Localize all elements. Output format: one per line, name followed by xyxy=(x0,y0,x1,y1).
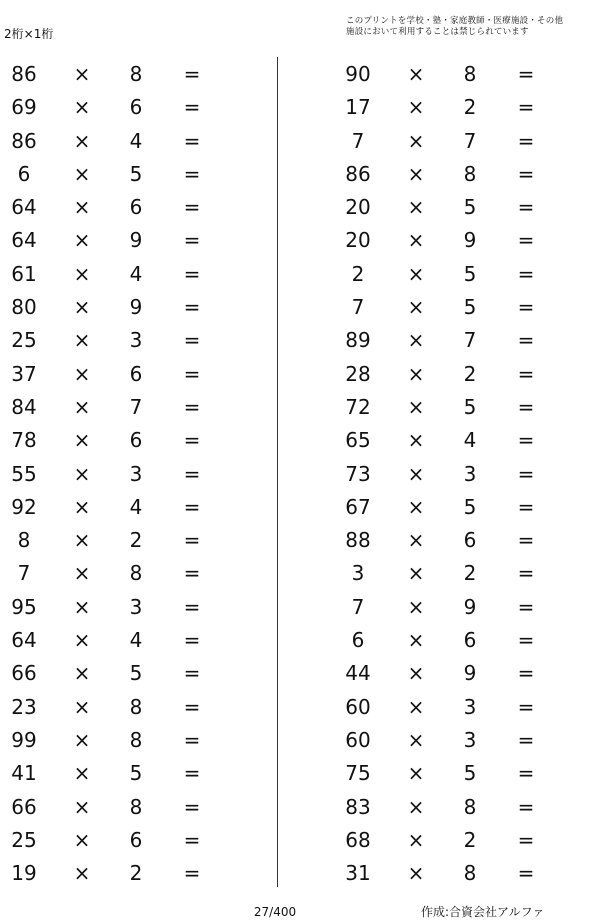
times-sign: × xyxy=(407,794,425,819)
multiplier: 2 xyxy=(463,827,477,852)
times-sign: × xyxy=(407,461,425,486)
multiplicand: 78 xyxy=(11,428,37,453)
equals-sign: = xyxy=(183,62,201,86)
problem-row xyxy=(0,424,260,457)
times-sign: × xyxy=(407,394,425,419)
times-sign: × xyxy=(73,128,91,153)
problem-row xyxy=(334,291,594,324)
times-sign: × xyxy=(407,95,425,120)
equals-sign: = xyxy=(183,794,201,819)
multiplicand: 3 xyxy=(351,561,365,586)
equals-sign: = xyxy=(183,528,201,553)
multiplicand: 44 xyxy=(345,661,371,686)
multiplier: 2 xyxy=(463,561,477,586)
multiplicand: 17 xyxy=(345,95,371,120)
multiplicand: 66 xyxy=(11,661,37,686)
multiplicand: 66 xyxy=(11,794,37,819)
multiplicand: 92 xyxy=(11,494,37,519)
equals-sign: = xyxy=(183,228,201,253)
multiplier: 6 xyxy=(129,361,143,386)
equals-sign: = xyxy=(517,561,535,586)
multiplicand: 55 xyxy=(11,461,37,486)
problem-row xyxy=(0,125,260,158)
problem-row xyxy=(0,458,260,491)
multiplicand: 65 xyxy=(345,428,371,453)
problem-row xyxy=(334,391,594,424)
times-sign: × xyxy=(73,694,91,719)
equals-sign: = xyxy=(517,528,535,553)
multiplicand: 25 xyxy=(11,328,37,353)
equals-sign: = xyxy=(183,95,201,120)
multiplier: 2 xyxy=(463,95,477,120)
problem-row xyxy=(334,557,594,590)
times-sign: × xyxy=(73,361,91,386)
equals-sign: = xyxy=(517,328,535,353)
times-sign: × xyxy=(73,594,91,619)
problem-row xyxy=(0,291,260,324)
problem-row xyxy=(0,324,260,357)
multiplier: 6 xyxy=(463,628,477,653)
problem-row xyxy=(334,691,594,724)
multiplier: 4 xyxy=(129,128,143,153)
times-sign: × xyxy=(407,228,425,253)
problem-row xyxy=(334,58,594,91)
times-sign: × xyxy=(407,761,425,786)
problem-row xyxy=(0,191,260,224)
equals-sign: = xyxy=(517,594,535,619)
problem-row xyxy=(0,624,260,657)
times-sign: × xyxy=(73,494,91,519)
equals-sign: = xyxy=(517,727,535,752)
multiplicand: 86 xyxy=(345,161,371,186)
equals-sign: = xyxy=(183,761,201,786)
times-sign: × xyxy=(407,727,425,752)
equals-sign: = xyxy=(517,761,535,786)
multiplier: 9 xyxy=(463,661,477,686)
equals-sign: = xyxy=(517,95,535,120)
multiplier: 9 xyxy=(463,594,477,619)
times-sign: × xyxy=(73,428,91,453)
times-sign: × xyxy=(407,628,425,653)
problem-row xyxy=(334,424,594,457)
multiplicand: 86 xyxy=(11,62,37,86)
times-sign: × xyxy=(73,261,91,286)
equals-sign: = xyxy=(183,661,201,686)
equals-sign: = xyxy=(517,394,535,419)
multiplicand: 8 xyxy=(17,528,31,553)
multiplier: 9 xyxy=(129,228,143,253)
problem-row xyxy=(334,724,594,757)
times-sign: × xyxy=(407,428,425,453)
problem-row xyxy=(334,591,594,624)
times-sign: × xyxy=(407,295,425,320)
multiplicand: 88 xyxy=(345,528,371,553)
times-sign: × xyxy=(407,528,425,553)
times-sign: × xyxy=(407,561,425,586)
problem-row xyxy=(334,125,594,158)
multiplicand: 64 xyxy=(11,628,37,653)
equals-sign: = xyxy=(517,195,535,220)
times-sign: × xyxy=(407,594,425,619)
author-credit: 作成:合資会社アルファ xyxy=(421,905,545,919)
equals-sign: = xyxy=(183,361,201,386)
equals-sign: = xyxy=(183,394,201,419)
times-sign: × xyxy=(73,195,91,220)
problem-row xyxy=(334,324,594,357)
times-sign: × xyxy=(73,561,91,586)
problem-row xyxy=(334,524,594,557)
problem-row xyxy=(0,158,260,191)
times-sign: × xyxy=(407,361,425,386)
equals-sign: = xyxy=(183,494,201,519)
problem-row xyxy=(0,857,260,890)
multiplicand: 64 xyxy=(11,195,37,220)
equals-sign: = xyxy=(517,361,535,386)
problem-row xyxy=(0,391,260,424)
problem-row xyxy=(334,458,594,491)
multiplier: 5 xyxy=(463,195,477,220)
multiplicand: 61 xyxy=(11,261,37,286)
multiplier: 4 xyxy=(129,261,143,286)
page-number: 27/400 xyxy=(253,905,297,919)
equals-sign: = xyxy=(517,827,535,852)
times-sign: × xyxy=(407,128,425,153)
multiplier: 5 xyxy=(129,161,143,186)
multiplier: 5 xyxy=(129,761,143,786)
multiplier: 3 xyxy=(463,461,477,486)
problem-row xyxy=(334,824,594,857)
multiplicand: 75 xyxy=(345,761,371,786)
problem-row xyxy=(0,557,260,590)
multiplicand: 6 xyxy=(351,628,365,653)
equals-sign: = xyxy=(183,128,201,153)
multiplicand: 90 xyxy=(345,62,371,86)
multiplier: 8 xyxy=(129,727,143,752)
multiplier: 8 xyxy=(463,161,477,186)
times-sign: × xyxy=(73,861,91,886)
equals-sign: = xyxy=(517,494,535,519)
multiplier: 7 xyxy=(463,328,477,353)
multiplicand: 7 xyxy=(351,295,365,320)
multiplier: 5 xyxy=(463,394,477,419)
multiplier: 6 xyxy=(129,428,143,453)
times-sign: × xyxy=(73,761,91,786)
multiplier: 5 xyxy=(463,261,477,286)
multiplicand: 7 xyxy=(351,594,365,619)
multiplier: 4 xyxy=(129,494,143,519)
multiplicand: 25 xyxy=(11,827,37,852)
multiplicand: 7 xyxy=(17,561,31,586)
equals-sign: = xyxy=(517,228,535,253)
times-sign: × xyxy=(73,62,91,86)
times-sign: × xyxy=(407,328,425,353)
multiplicand: 89 xyxy=(345,328,371,353)
multiplicand: 37 xyxy=(11,361,37,386)
multiplier: 9 xyxy=(129,295,143,320)
equals-sign: = xyxy=(517,628,535,653)
multiplier: 4 xyxy=(129,628,143,653)
problem-row xyxy=(0,757,260,790)
times-sign: × xyxy=(73,794,91,819)
equals-sign: = xyxy=(517,295,535,320)
times-sign: × xyxy=(73,727,91,752)
multiplier: 9 xyxy=(463,228,477,253)
equals-sign: = xyxy=(183,295,201,320)
multiplier: 3 xyxy=(129,328,143,353)
problem-row xyxy=(334,158,594,191)
multiplier: 3 xyxy=(463,727,477,752)
times-sign: × xyxy=(73,628,91,653)
multiplier: 8 xyxy=(129,62,143,86)
multiplier: 7 xyxy=(129,394,143,419)
problem-row xyxy=(334,258,594,291)
problem-row xyxy=(0,791,260,824)
multiplier: 7 xyxy=(463,128,477,153)
multiplier: 3 xyxy=(463,694,477,719)
multiplicand: 68 xyxy=(345,827,371,852)
multiplicand: 23 xyxy=(11,694,37,719)
multiplier: 2 xyxy=(129,528,143,553)
problem-row xyxy=(0,524,260,557)
multiplier: 3 xyxy=(129,461,143,486)
times-sign: × xyxy=(73,661,91,686)
equals-sign: = xyxy=(183,195,201,220)
problem-row xyxy=(334,657,594,690)
multiplicand: 20 xyxy=(345,228,371,253)
multiplier: 2 xyxy=(463,361,477,386)
problem-row xyxy=(334,91,594,124)
equals-sign: = xyxy=(517,461,535,486)
multiplicand: 19 xyxy=(11,861,37,886)
multiplicand: 83 xyxy=(345,794,371,819)
multiplier: 6 xyxy=(129,827,143,852)
problem-column-right xyxy=(334,58,594,888)
equals-sign: = xyxy=(183,428,201,453)
usage-notice-line-1: このプリントを学校・塾・家庭教師・医療施設・その他 xyxy=(346,16,564,26)
problem-column-left xyxy=(0,58,260,888)
multiplier: 8 xyxy=(129,694,143,719)
problem-row xyxy=(334,624,594,657)
usage-notice xyxy=(346,16,608,38)
equals-sign: = xyxy=(183,594,201,619)
problem-row xyxy=(0,657,260,690)
problem-row xyxy=(0,58,260,91)
multiplicand: 28 xyxy=(345,361,371,386)
problem-row xyxy=(0,591,260,624)
multiplier: 5 xyxy=(463,761,477,786)
multiplier: 8 xyxy=(129,561,143,586)
multiplier: 8 xyxy=(129,794,143,819)
multiplier: 3 xyxy=(129,594,143,619)
times-sign: × xyxy=(407,694,425,719)
multiplier: 5 xyxy=(463,494,477,519)
equals-sign: = xyxy=(183,727,201,752)
multiplicand: 95 xyxy=(11,594,37,619)
equals-sign: = xyxy=(183,694,201,719)
times-sign: × xyxy=(73,228,91,253)
problem-row xyxy=(0,691,260,724)
times-sign: × xyxy=(407,161,425,186)
equals-sign: = xyxy=(183,328,201,353)
equals-sign: = xyxy=(183,161,201,186)
times-sign: × xyxy=(407,494,425,519)
times-sign: × xyxy=(73,95,91,120)
multiplier: 6 xyxy=(129,195,143,220)
problem-row xyxy=(0,258,260,291)
times-sign: × xyxy=(73,295,91,320)
times-sign: × xyxy=(407,861,425,886)
times-sign: × xyxy=(407,261,425,286)
equals-sign: = xyxy=(183,628,201,653)
equals-sign: = xyxy=(517,62,535,86)
equals-sign: = xyxy=(183,261,201,286)
multiplicand: 99 xyxy=(11,727,37,752)
multiplicand: 67 xyxy=(345,494,371,519)
multiplicand: 31 xyxy=(345,861,371,886)
multiplier: 8 xyxy=(463,62,477,86)
problem-row xyxy=(334,491,594,524)
problem-row xyxy=(0,824,260,857)
multiplicand: 86 xyxy=(11,128,37,153)
multiplier: 4 xyxy=(463,428,477,453)
equals-sign: = xyxy=(183,461,201,486)
multiplicand: 64 xyxy=(11,228,37,253)
equals-sign: = xyxy=(517,161,535,186)
multiplicand: 60 xyxy=(345,694,371,719)
problem-row xyxy=(334,757,594,790)
equals-sign: = xyxy=(183,561,201,586)
multiplicand: 41 xyxy=(11,761,37,786)
problem-row xyxy=(334,224,594,257)
problem-row xyxy=(0,224,260,257)
multiplier: 2 xyxy=(129,861,143,886)
problem-row xyxy=(334,191,594,224)
multiplicand: 20 xyxy=(345,195,371,220)
multiplicand: 2 xyxy=(351,261,365,286)
times-sign: × xyxy=(73,394,91,419)
equals-sign: = xyxy=(183,827,201,852)
equals-sign: = xyxy=(517,661,535,686)
problem-row xyxy=(0,358,260,391)
multiplicand: 84 xyxy=(11,394,37,419)
multiplicand: 73 xyxy=(345,461,371,486)
multiplicand: 6 xyxy=(17,161,31,186)
problem-row xyxy=(334,791,594,824)
times-sign: × xyxy=(407,827,425,852)
times-sign: × xyxy=(73,528,91,553)
times-sign: × xyxy=(73,461,91,486)
usage-notice-line-2: 施設において利用することは禁じられています xyxy=(346,27,529,37)
column-divider xyxy=(277,57,278,887)
multiplier: 6 xyxy=(463,528,477,553)
multiplier: 5 xyxy=(129,661,143,686)
equals-sign: = xyxy=(517,128,535,153)
equals-sign: = xyxy=(517,861,535,886)
problem-row xyxy=(0,491,260,524)
problem-row xyxy=(0,91,260,124)
equals-sign: = xyxy=(517,428,535,453)
times-sign: × xyxy=(73,827,91,852)
times-sign: × xyxy=(73,328,91,353)
problem-row xyxy=(334,857,594,890)
times-sign: × xyxy=(407,661,425,686)
problem-row xyxy=(0,724,260,757)
equals-sign: = xyxy=(517,694,535,719)
worksheet-title: 2桁×1桁 xyxy=(4,27,54,41)
multiplier: 8 xyxy=(463,794,477,819)
multiplier: 5 xyxy=(463,295,477,320)
multiplier: 8 xyxy=(463,861,477,886)
multiplicand: 69 xyxy=(11,95,37,120)
equals-sign: = xyxy=(517,794,535,819)
problem-row xyxy=(334,358,594,391)
multiplicand: 7 xyxy=(351,128,365,153)
times-sign: × xyxy=(407,62,425,86)
equals-sign: = xyxy=(517,261,535,286)
multiplicand: 72 xyxy=(345,394,371,419)
times-sign: × xyxy=(73,161,91,186)
equals-sign: = xyxy=(183,861,201,886)
multiplier: 6 xyxy=(129,95,143,120)
multiplicand: 80 xyxy=(11,295,37,320)
multiplicand: 60 xyxy=(345,727,371,752)
times-sign: × xyxy=(407,195,425,220)
